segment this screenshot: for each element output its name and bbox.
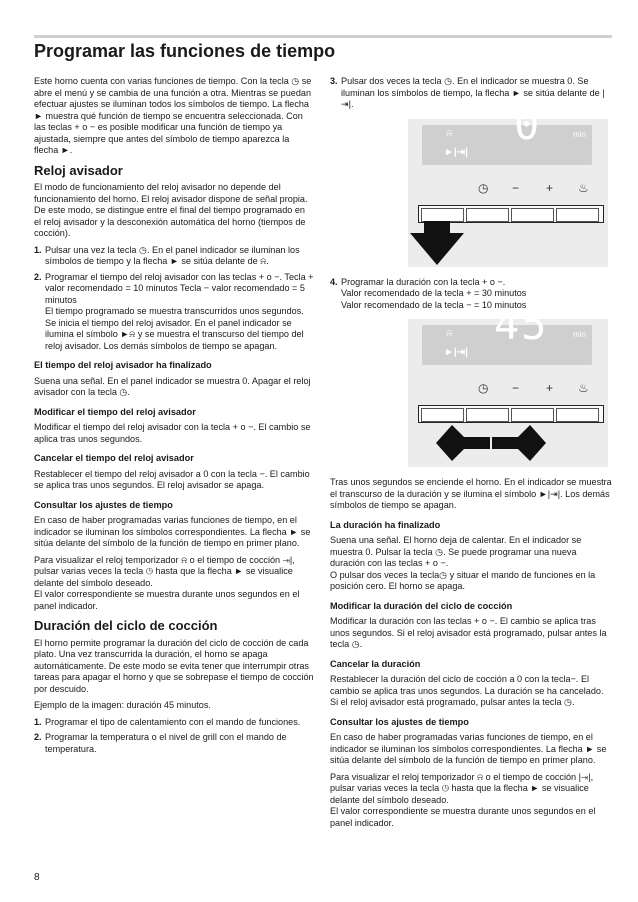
step-number: 3.: [330, 76, 338, 86]
left-column: [34, 76, 314, 760]
step-number: 1.: [34, 244, 42, 255]
cancelar-paragraph: Restablecer el tiempo del reloj avisador a 0 con la tecla −. El cambio se aplica tras unos segundos. El reloj avisador se apaga.: [34, 468, 310, 490]
key-symbols: [478, 383, 608, 397]
step-number: 4.: [330, 276, 338, 287]
minus-icon: −: [512, 180, 520, 195]
step-text: Programar el tipo de calentamiento con el mando de funciones.: [45, 716, 301, 727]
list-item: [34, 732, 314, 755]
bell-icon: ⍾: [446, 127, 453, 139]
step-4: [330, 277, 612, 312]
display-unit: min: [573, 330, 586, 339]
duracion-steps: [34, 717, 314, 756]
plus-icon: +: [546, 381, 554, 395]
step-text: Pulsar una vez la tecla ◷. En el panel indicador se iluminan los símbolos de tiempo y la flecha ► se sitúa delante de ⍾.: [45, 244, 300, 266]
duration-arrow-icon: ►|⇥|: [444, 347, 468, 358]
step-text: Programar el tiempo del reloj avisador con las teclas + o −. Tecla + valor recomendado = 10 minutos Tecla − valor recomendado = 5 minutos El tiempo programado se muestra transcurridos unos segundos. Se inicia el tiempo del reloj avisador. En el panel indicador se ilumina el símbolo ►⍾ y se muestra el transcurso del tiempo del reloj avisador. Los demás símbolos de tiempo se apagan.: [45, 271, 314, 351]
consultar-heading: Consultar los ajustes de tiempo: [34, 499, 173, 510]
bell-icon: ⍾: [446, 328, 453, 339]
fin-heading: La duración ha finalizado: [330, 519, 441, 530]
plus-icon: +: [546, 180, 554, 195]
modificar-heading: Modificar el tiempo del reloj avisador: [34, 406, 196, 417]
display-digits: 0: [514, 99, 542, 149]
step-3: [330, 76, 612, 111]
finalizado-heading: El tiempo del reloj avisador ha finalizado: [34, 360, 212, 370]
right-column: [330, 76, 612, 834]
duracion-paragraph-1: El horno permite programar la duración del ciclo de cocción de cada plato. Una vez transcurrida la duración, el horno se apaga automáticamente. De este modo se evita tener que interrumpir otras tareas para apagar el horno y que se sobrepase el tiempo de cocción por descuido.: [34, 637, 314, 694]
list-item: [330, 76, 612, 111]
list-item: [330, 277, 612, 312]
display-digits: 45: [494, 300, 549, 349]
finalizado-paragraph: Suena una señal. En el panel indicador se muestra 0. Apagar el reloj avisador con la tecla ◷.: [34, 375, 311, 397]
con-heading: Consultar los ajustes de tiempo: [330, 716, 469, 727]
clock-icon: ◷: [478, 180, 489, 195]
quick-heat-icon: ♨: [578, 381, 589, 395]
fin-paragraph: Suena una señal. El horno deja de calentar. En el indicador se muestra 0. Pulsar la tecla ◷. Se puede programar una nueva duración con las teclas + o −. O pulsar dos veces la tecla◷ y situar el mando de funciones en la posición cero. El horno se apaga.: [330, 535, 596, 591]
list-item: [34, 245, 314, 268]
reloj-heading: Reloj avisador: [34, 162, 123, 178]
title-rule: [34, 35, 612, 38]
reloj-steps: [34, 245, 314, 353]
step-text: Programar la duración con la tecla + o −. Valor recomendado de la tecla + = 30 minutos Valor recomendado de la tecla − = 10 minutos: [341, 276, 527, 310]
list-item: [34, 272, 314, 353]
step-number: 2.: [34, 732, 42, 742]
duracion-heading: Duración del ciclo de cocción: [34, 618, 218, 633]
control-panel-illustration-2: [408, 300, 608, 467]
cancelar-heading: Cancelar el tiempo del reloj avisador: [34, 453, 194, 463]
consultar-paragraph-2: Para visualizar el reloj temporizador ⍾ o el tiempo de cocción ⇥|, pulsar varias veces la tecla ◷ hasta que la flecha ► se visualice delante del símbolo deseado. El valor correspondiente se muestra durante unos segundos en el panel indicador.: [34, 554, 300, 611]
can-heading: Cancelar la duración: [330, 658, 421, 669]
indicator-display: [422, 99, 592, 165]
con-paragraph-2: Para visualizar el reloj temporizador ⍾ o el tiempo de cocción |⇥|, pulsar varias veces la tecla ◷ hasta que la flecha ► se visualice delante del símbolo deseado. El valor correspondiente se muestra durante unos segundos en el panel indicador.: [330, 771, 596, 828]
clock-icon: ◷: [478, 381, 489, 395]
mod-heading: Modificar la duración del ciclo de cocción: [330, 600, 513, 611]
press-arrows-icon: [408, 419, 608, 467]
step-number: 1.: [34, 716, 42, 727]
quick-heat-icon: ♨: [578, 180, 589, 195]
display-unit: min: [573, 129, 586, 139]
reloj-paragraph: El modo de funcionamiento del reloj avisador no depende del funcionamiento del horno. El reloj avisador dispone de señal propia. De este modo, se distingue entre el final del tiempo programado en el reloj avisador y la desconexión automática del horno (tiempos de cocción).: [34, 182, 308, 238]
can-paragraph: Restablecer la duración del ciclo de cocción a 0 con la tecla−. El cambio se aplica tras unos segundos. La duración se ha cancelado. Si el reloj avisador está programado, pulsar antes la tecla ◷.: [330, 674, 604, 707]
con-paragraph-1: En caso de haber programadas varias funciones de tiempo, en el indicador se iluminan los símbolos correspondientes. La flecha ► se sitúa delante del símbolo de la función de tiempo en primer plano.: [330, 732, 607, 765]
after-paragraph: Tras unos segundos se enciende el horno. En el indicador se muestra el transcurso de la duración y se ilumina el símbolo ►|⇥|. Los demás símbolos de tiempo se apagan.: [330, 477, 612, 510]
mod-paragraph: Modificar la duración con las teclas + o −. El cambio se aplica tras unos segundos. Si el reloj avisador está programado, pulsar antes la tecla ◷.: [330, 616, 607, 649]
duration-arrow-icon: ►|⇥|: [444, 146, 468, 158]
step-number: 2.: [34, 271, 42, 282]
list-item: [34, 717, 314, 729]
consultar-paragraph-1: En caso de haber programadas varias funciones de tiempo, en el indicador se iluminan los símbolos correspondientes. La flecha ► se sitúa delante del símbolo de la función de tiempo en primer plano.: [34, 515, 311, 548]
press-arrow-icon: [408, 219, 608, 267]
page-number: 8: [34, 872, 40, 883]
intro-paragraph: Este horno cuenta con varias funciones de tiempo. Con la tecla ◷ se abre el menú y se cambia de una función a otra. Mientras se puedan efectuar ajustes se iluminan todos los símbolos de tiempo. La flecha ► muestra qué función de tiempo se encuentra seleccionada. Con las teclas + o − es posible modificar una función de tiempo ya ajustada, siempre que antes del símbolo de tiempo aparezca la flecha ►.: [34, 76, 312, 155]
control-panel-illustration-1: [408, 99, 608, 267]
page-title: Programar las funciones de tiempo: [34, 41, 336, 61]
step-text: Programar la temperatura o el nivel de grill con el mando de temperatura.: [45, 732, 287, 754]
duracion-paragraph-2: Ejemplo de la imagen: duración 45 minutos.: [34, 700, 211, 710]
key-symbols: [478, 180, 608, 197]
step-text: Pulsar dos veces la tecla ◷. En el indicador se muestra 0. Se iluminan los símbolos de tiempo, la flecha ► se sitúa delante de |⇥|.: [341, 76, 605, 109]
minus-icon: −: [512, 381, 520, 395]
indicator-display: [422, 300, 592, 365]
modificar-paragraph: Modificar el tiempo del reloj avisador con la tecla + o −. El cambio se aplica tras unos segundos.: [34, 422, 311, 444]
